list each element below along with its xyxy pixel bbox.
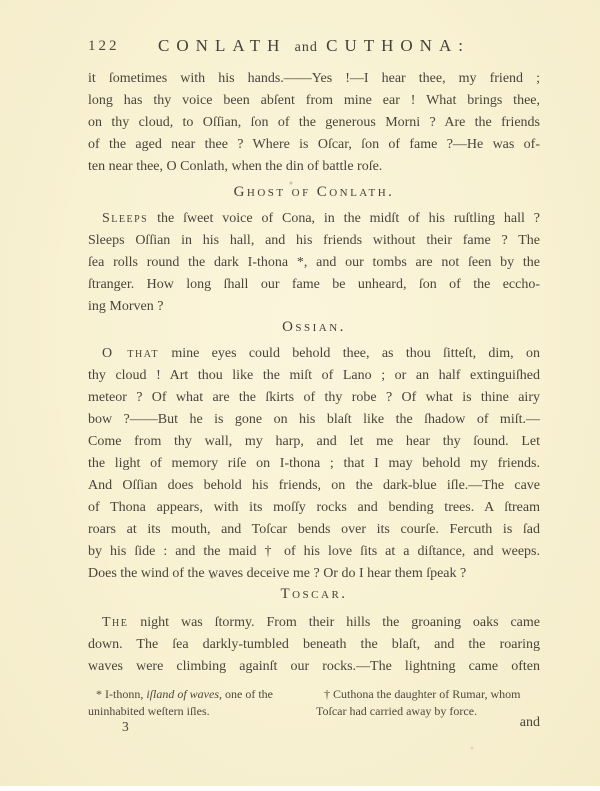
speech-lead-word: The (102, 615, 129, 630)
text-line (88, 343, 540, 365)
running-title (88, 36, 540, 56)
text-line: roars at its mouth, and Toſcar bends over its courſe. Fercuth is ſad (88, 522, 540, 537)
signature-mark: 3 (122, 719, 129, 734)
title-word-cuthona: CUTHONA: (326, 36, 470, 55)
text-line: of Thona appears, with its moſſy rocks and bending trees. A ſtream (88, 500, 540, 515)
text-line: meteor ? Of what are the ſkirts of thy robe ? Of what is thine airy (88, 390, 540, 405)
text-line (88, 208, 540, 230)
section-heading-ghost-of-conlath (88, 184, 540, 201)
footnote-dagger-marker: † (324, 687, 330, 701)
paragraph-toscar-speech (88, 612, 540, 678)
paragraph-ghost-speech (88, 208, 540, 318)
section-heading-toscar (88, 586, 540, 603)
text-line: ing Morven ? (88, 299, 164, 314)
footnote-line: uninhabited weſtern iſles. (88, 704, 210, 718)
footnote-asterisk-marker: * (96, 687, 102, 701)
footnote-italic-text: iſland of waves, (146, 687, 222, 701)
text-line (88, 612, 540, 634)
heading-word: of (291, 184, 311, 200)
footnote-line: Toſcar had carried away by force. (316, 704, 478, 718)
text-line: thy cloud ! Art thou like the miſt of Lano ; or an half extinguiſhed (88, 368, 540, 383)
paragraph-ossian-speech (88, 343, 540, 585)
footnote-line (316, 686, 540, 703)
folio-number: 122 (88, 38, 120, 54)
text-line-rest: mine eyes could behold thee, as thou ſitteſt, dim, on (171, 346, 541, 361)
footnote-text: Cuthona the daughter of Rumar, whom (333, 687, 521, 701)
text-line: of the aged near thee ? Where is Oſcar, ſon of fame ?—He was of- (88, 137, 540, 152)
footnote-line (88, 686, 309, 703)
heading-word: Toscar. (280, 586, 348, 602)
footnote-text: I-thonn, (105, 687, 144, 701)
title-word-conlath: CONLATH (158, 36, 287, 55)
text-line: bow ?——But he is gone on his blaſt like the ſhadow of miſt.— (88, 412, 540, 427)
section-heading-ossian (88, 319, 540, 336)
speech-lead-word: Sleeps (102, 211, 149, 226)
text-line: it ſometimes with his hands.——Yes !—I hear thee, my friend ; (88, 71, 540, 86)
heading-word: Ossian. (282, 319, 346, 335)
page-bottom-edge (0, 786, 600, 791)
title-conjunction: and (294, 40, 318, 55)
text-line: the light of memory riſe on I-thona ; that I may behold my friends. (88, 456, 540, 471)
paragraph-opening (88, 68, 540, 178)
heading-word: Ghost (233, 184, 286, 200)
heading-word: Conlath. (316, 184, 395, 200)
speech-lead-word: O that (102, 346, 159, 361)
text-line-rest: the ſweet voice of Cona, in the midſt of his ruſtling hall ? (157, 211, 540, 226)
text-line: ſtranger. How long ſhall our fame be unheard, ſon of the eccho- (88, 277, 540, 292)
text-line: by his ſide : and the maid † of his love ſits at a diſtance, and weeps. (88, 544, 540, 559)
text-line: Does the wind of the waves deceive me ? Or do I hear them ſpeak ? (88, 566, 467, 581)
text-line: And Oſſian does behold his friends, on the dark-blue iſle.—The cave (88, 478, 540, 493)
text-line: down. The ſea darkly-tumbled beneath the blaſt, and the roaring (88, 637, 540, 652)
page-header (88, 36, 540, 60)
text-line: long has thy voice been abſent from mine ear ! What brings thee, (88, 93, 540, 108)
text-line-rest: night was ſtormy. From their hills the groaning oaks came (140, 615, 541, 630)
catchword: and (519, 715, 540, 730)
text-line: Sleeps Oſſian in his hall, and his friends without their fame ? The (88, 233, 540, 248)
text-line: ten near thee, O Conlath, when the din of battle roſe. (88, 159, 383, 174)
text-line: on thy cloud, to Oſſian, ſon of the generous Morni ? Are the friends (88, 115, 540, 130)
text-line: waves were climbing againſt our rocks.—The lightning came often (88, 659, 540, 674)
text-line: Come from thy wall, my harp, and let me hear thy ſound. Let (88, 434, 540, 449)
footnote-text: one of the (225, 687, 273, 701)
text-line: ſea rolls round the dark I-thona *, and our tombs are not ſeen by the (88, 255, 540, 270)
